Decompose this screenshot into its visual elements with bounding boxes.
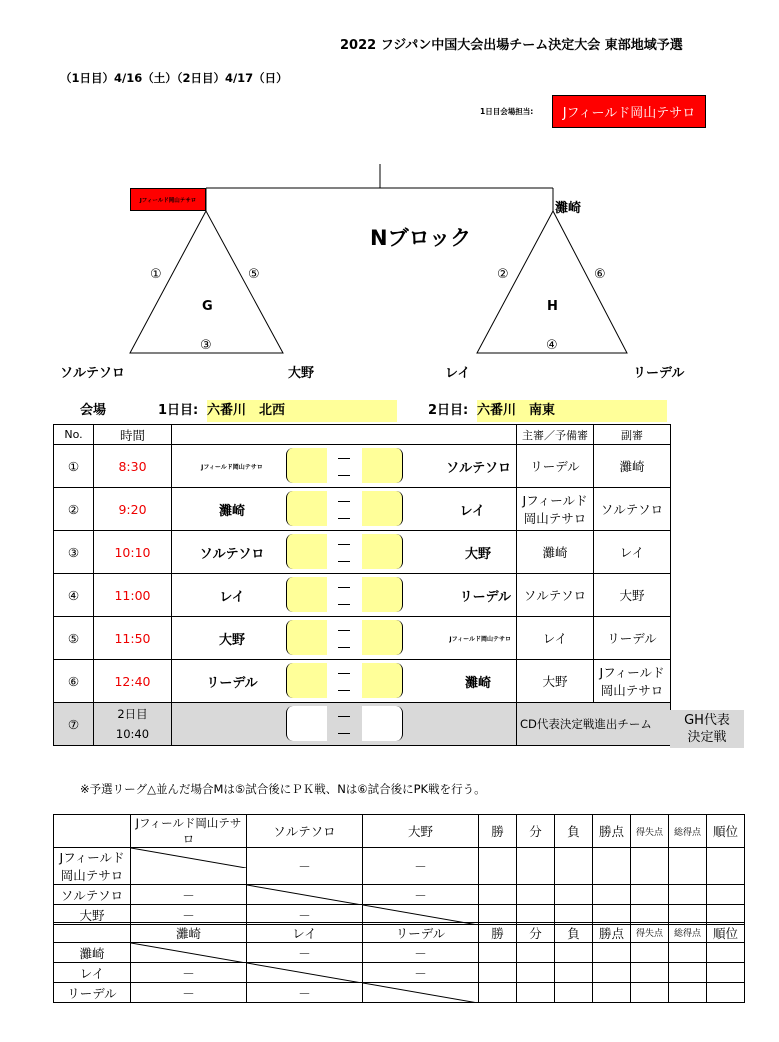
assistant: 大野 xyxy=(594,574,671,617)
match-6-label: ⑥ xyxy=(594,267,606,282)
col-team: 灘崎 xyxy=(131,923,247,943)
day1-venue: 六番川 北西 xyxy=(207,400,397,422)
home-score-field[interactable] xyxy=(286,577,327,612)
home-team: Jフィールド岡山テサロ xyxy=(201,463,263,471)
match-time: 12:40 xyxy=(94,660,172,703)
match-time: 11:00 xyxy=(94,574,172,617)
venue-duty-label: 1日目会場担当: xyxy=(480,107,534,116)
dash xyxy=(338,544,350,545)
away-score-field[interactable] xyxy=(362,577,403,612)
referee: Jフィールド岡山テサロ xyxy=(517,488,594,531)
row-team: ソルテソロ xyxy=(54,885,131,905)
dash: － xyxy=(247,848,363,885)
match-time: 8:30 xyxy=(94,445,172,488)
col-assistant: 副審 xyxy=(594,425,671,445)
col-goals: 総得点 xyxy=(669,815,707,848)
diagonal-cell xyxy=(247,885,363,905)
team-rei: レイ xyxy=(445,366,471,381)
assistant: レイ xyxy=(594,531,671,574)
group-g-label: G xyxy=(202,299,213,314)
match-time: 9:20 xyxy=(94,488,172,531)
referee: 灘崎 xyxy=(517,531,594,574)
away-score-field[interactable] xyxy=(362,534,403,569)
match-no: ③ xyxy=(54,531,94,574)
day1-label: 1日目: xyxy=(158,403,199,418)
col-win: 勝 xyxy=(479,815,517,848)
dash xyxy=(338,458,350,459)
match-no: ⑦ xyxy=(54,703,94,746)
away-team: リーデル xyxy=(459,589,511,605)
away-score-field[interactable] xyxy=(362,663,403,698)
dash: － xyxy=(131,885,247,905)
dash xyxy=(338,716,350,717)
col-team: ソルテソロ xyxy=(247,815,363,848)
diagonal-cell xyxy=(131,943,247,963)
venue-duty-team: Jフィールド岡山テサロ xyxy=(552,95,706,128)
team-ono: 大野 xyxy=(288,366,315,381)
group-h-label: H xyxy=(547,299,558,314)
dash: － xyxy=(363,848,479,885)
col-no: No. xyxy=(54,425,94,445)
match-2-label: ② xyxy=(497,267,509,282)
col-team: リーデル xyxy=(363,923,479,943)
match-no: ⑤ xyxy=(54,617,94,660)
dash: － xyxy=(131,983,247,1003)
row-team: レイ xyxy=(54,963,131,983)
away-team: レイ xyxy=(459,503,485,519)
top-left-team-tag: Jフィールド岡山テサロ xyxy=(130,188,206,211)
col-points: 勝点 xyxy=(593,815,631,848)
col-team: Jフィールド岡山テサロ xyxy=(131,815,247,848)
col-rank: 順位 xyxy=(707,923,745,943)
home-team: リーデル xyxy=(206,675,258,691)
col-win: 勝 xyxy=(479,923,517,943)
dash: － xyxy=(363,943,479,963)
match-4-label: ④ xyxy=(546,338,558,353)
team-riederu: リーデル xyxy=(633,366,685,381)
day2-venue: 六番川 南東 xyxy=(477,400,667,422)
home-score-field[interactable] xyxy=(286,491,327,526)
dash: － xyxy=(363,885,479,905)
col-team: レイ xyxy=(247,923,363,943)
away-team: 大野 xyxy=(464,546,491,562)
away-score-field[interactable] xyxy=(362,706,403,741)
home-team: 大野 xyxy=(218,632,245,648)
final-note: CD代表決定戦進出チーム xyxy=(517,703,671,746)
event-dates: （1日目）4/16（土）（2日目）4/17（日） xyxy=(60,71,288,85)
away-score-field[interactable] xyxy=(362,491,403,526)
dash: － xyxy=(131,963,247,983)
dash xyxy=(338,733,350,734)
venue-label: 会場 xyxy=(80,403,107,418)
assistant: ソルテソロ xyxy=(594,488,671,531)
match-no: ⑥ xyxy=(54,660,94,703)
match-time: 10:10 xyxy=(94,531,172,574)
dash xyxy=(338,475,350,476)
col-referee: 主審／予備審 xyxy=(517,425,594,445)
home-team: ソルテソロ xyxy=(199,546,265,562)
dash: － xyxy=(247,905,363,925)
home-score-field[interactable] xyxy=(286,663,327,698)
home-score-field[interactable] xyxy=(286,620,327,655)
col-loss: 負 xyxy=(555,815,593,848)
col-goals: 総得点 xyxy=(669,923,707,943)
home-score-field[interactable] xyxy=(286,448,327,483)
dash: － xyxy=(131,905,247,925)
match-row xyxy=(54,445,671,488)
dash xyxy=(338,647,350,648)
away-team: ソルテソロ xyxy=(446,460,511,476)
diagonal-cell xyxy=(363,983,479,1003)
referee: ソルテソロ xyxy=(517,574,594,617)
referee: 大野 xyxy=(517,660,594,703)
match-time: 2日目 10:40 xyxy=(94,703,172,746)
dash xyxy=(338,501,350,502)
row-team: 大野 xyxy=(54,905,131,925)
home-score-field[interactable] xyxy=(286,706,327,741)
match-schedule-table xyxy=(53,424,671,746)
dash: － xyxy=(363,963,479,983)
assistant: リーデル xyxy=(594,617,671,660)
dash xyxy=(338,587,350,588)
col-team: 大野 xyxy=(363,815,479,848)
bracket-diagram xyxy=(0,0,779,400)
col-time: 時間 xyxy=(94,425,172,445)
col-points: 勝点 xyxy=(593,923,631,943)
col-loss: 負 xyxy=(555,923,593,943)
match-row xyxy=(54,488,671,531)
diagonal-cell xyxy=(131,848,247,885)
col-rank: 順位 xyxy=(707,815,745,848)
day2-label: 2日目: xyxy=(428,403,469,418)
diagonal-cell xyxy=(247,963,363,983)
match-5-label: ⑤ xyxy=(248,267,260,282)
away-score-field[interactable] xyxy=(362,620,403,655)
match-1-label: ① xyxy=(150,267,162,282)
block-title: Nブロック xyxy=(370,226,472,250)
row-team: Jフィールド岡山テサロ xyxy=(54,848,131,885)
dash xyxy=(338,630,350,631)
page-title: 2022 フジパン中国大会出場チーム決定大会 東部地域予選 xyxy=(340,38,683,53)
match-row xyxy=(54,617,671,660)
match-row xyxy=(54,531,671,574)
col-draw: 分 xyxy=(517,923,555,943)
dash xyxy=(338,518,350,519)
home-score-field[interactable] xyxy=(286,534,327,569)
away-team: Jフィールド岡山テサロ xyxy=(449,635,511,643)
row-team: リーデル xyxy=(54,983,131,1003)
match-3-label: ③ xyxy=(200,338,212,353)
dash: － xyxy=(247,943,363,963)
dash: － xyxy=(247,983,363,1003)
match-no: ① xyxy=(54,445,94,488)
team-nadasaki: 灘崎 xyxy=(555,201,582,216)
final-title: GH代表 決定戦 xyxy=(670,710,744,748)
dash xyxy=(338,604,350,605)
standings-table-g xyxy=(53,814,745,925)
match-no: ④ xyxy=(54,574,94,617)
assistant: Jフィールド岡山テサロ xyxy=(594,660,671,703)
pk-note: ※予選リーグ△並んだ場合Mは⑤試合後にＰＫ戦、Nは⑥試合後にPK戦を行う。 xyxy=(80,782,486,796)
dash xyxy=(338,673,350,674)
match-time: 11:50 xyxy=(94,617,172,660)
col-draw: 分 xyxy=(517,815,555,848)
team-sorutesoro: ソルテソロ xyxy=(60,366,125,381)
dash xyxy=(338,561,350,562)
referee: リーデル xyxy=(517,445,594,488)
col-match xyxy=(172,425,517,445)
referee: レイ xyxy=(517,617,594,660)
assistant: 灘崎 xyxy=(594,445,671,488)
away-score-field[interactable] xyxy=(362,448,403,483)
home-team: レイ xyxy=(219,589,245,605)
col-goal-diff: 得失点 xyxy=(631,815,669,848)
col-goal-diff: 得失点 xyxy=(631,923,669,943)
row-team: 灘崎 xyxy=(54,943,131,963)
home-team: 灘崎 xyxy=(218,503,245,519)
match-row xyxy=(54,574,671,617)
standings-table-h xyxy=(53,922,745,1003)
match-row xyxy=(54,660,671,703)
match-no: ② xyxy=(54,488,94,531)
final-match-row xyxy=(54,703,671,746)
away-team: 灘崎 xyxy=(464,675,491,691)
dash xyxy=(338,690,350,691)
